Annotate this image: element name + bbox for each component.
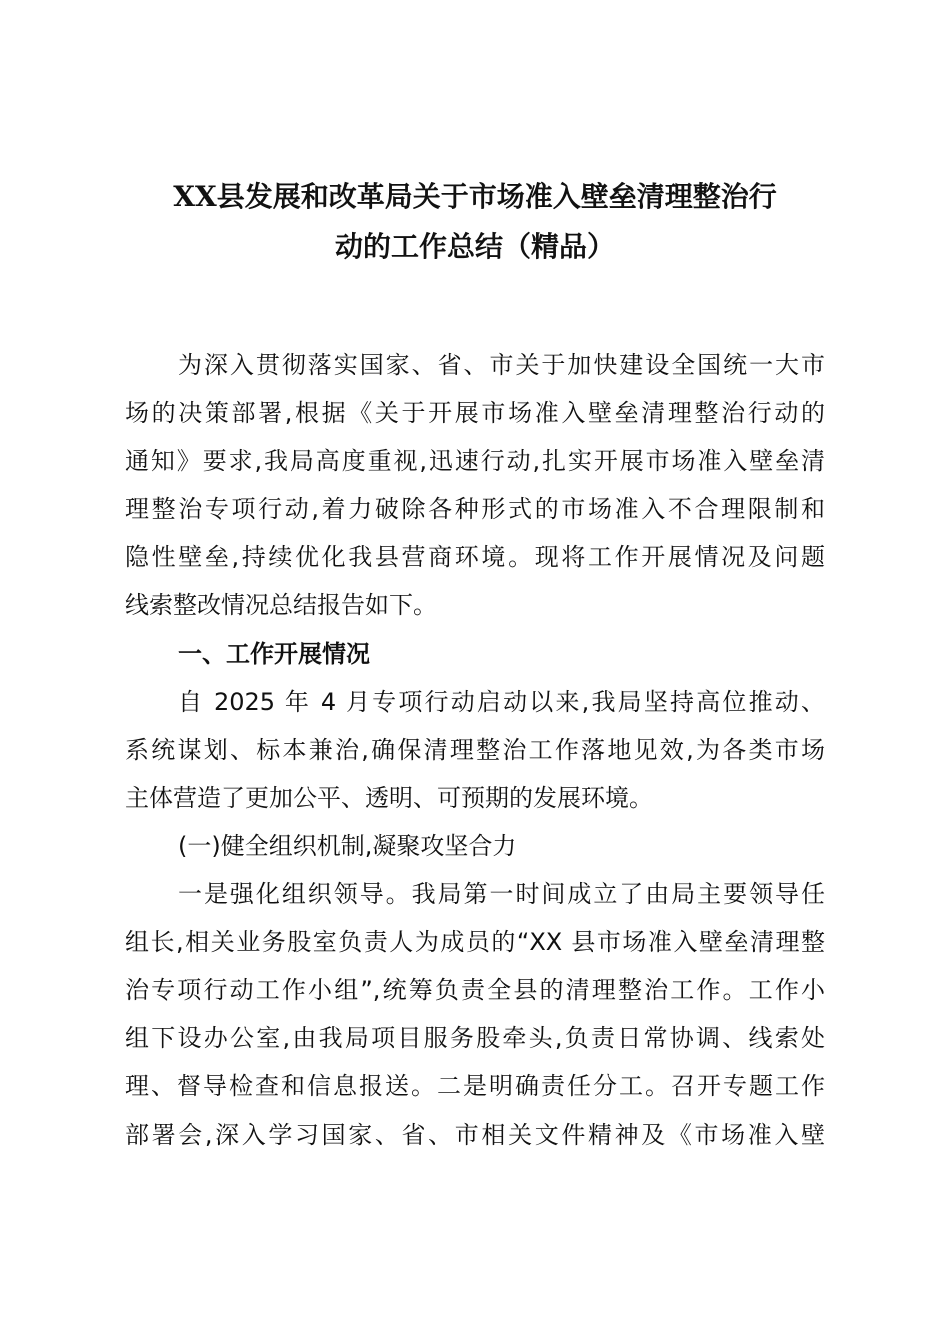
paragraph-organization-line: 一是强化组织领导。我局第一时间成立了由局主要领导任 [178,880,825,909]
document-body [125,341,825,1159]
paragraph-intro-line: 隐性壁垒,持续优化我县营商环境。现将工作开展情况及问题 [125,543,825,572]
subsection-heading: (一)健全组织机制,凝聚攻坚合力 [178,831,517,860]
document-title [125,172,825,272]
paragraph-organization-line: 组长,相关业务股室负责人为成员的“XX 县市场准入壁垒清理整 [125,928,825,957]
section-heading: 一、工作开展情况 [178,639,370,668]
paragraph-organization-line: 组下设办公室,由我局项目服务股牵头,负责日常协调、线索处 [125,1024,825,1053]
paragraph-intro-line: 理整治专项行动,着力破除各种形式的市场准入不合理限制和 [125,495,825,524]
paragraph-intro-line: 通知》要求,我局高度重视,迅速行动,扎实开展市场准入壁垒清 [125,447,825,476]
paragraph-intro-line: 场的决策部署,根据《关于开展市场准入壁垒清理整治行动的 [125,399,825,428]
paragraph-overview-line: 系统谋划、标本兼治,确保清理整治工作落地见效,为各类市场 [125,735,825,764]
paragraph-intro-line: 为深入贯彻落实国家、省、市关于加快建设全国统一大市 [178,351,825,379]
paragraph-intro-line: 线索整改情况总结报告如下。 [125,591,437,620]
paragraph-organization-line: 理、督导检查和信息报送。二是明确责任分工。召开专题工作 [125,1072,825,1101]
paragraph-organization-line: 治专项行动工作小组”,统筹负责全县的清理整治工作。工作小 [125,976,825,1005]
title-line-1: XX县发展和改革局关于市场准入壁垒清理整治行 [173,180,777,213]
paragraph-overview-line: 自 2025 年 4 月专项行动启动以来,我局坚持高位推动、 [178,687,825,716]
title-line-2: 动的工作总结（精品） [334,230,615,263]
paragraph-overview-line: 主体营造了更加公平、透明、可预期的发展环境。 [125,783,653,812]
paragraph-organization-line: 部署会,深入学习国家、省、市相关文件精神及《市场准入壁 [125,1120,825,1149]
